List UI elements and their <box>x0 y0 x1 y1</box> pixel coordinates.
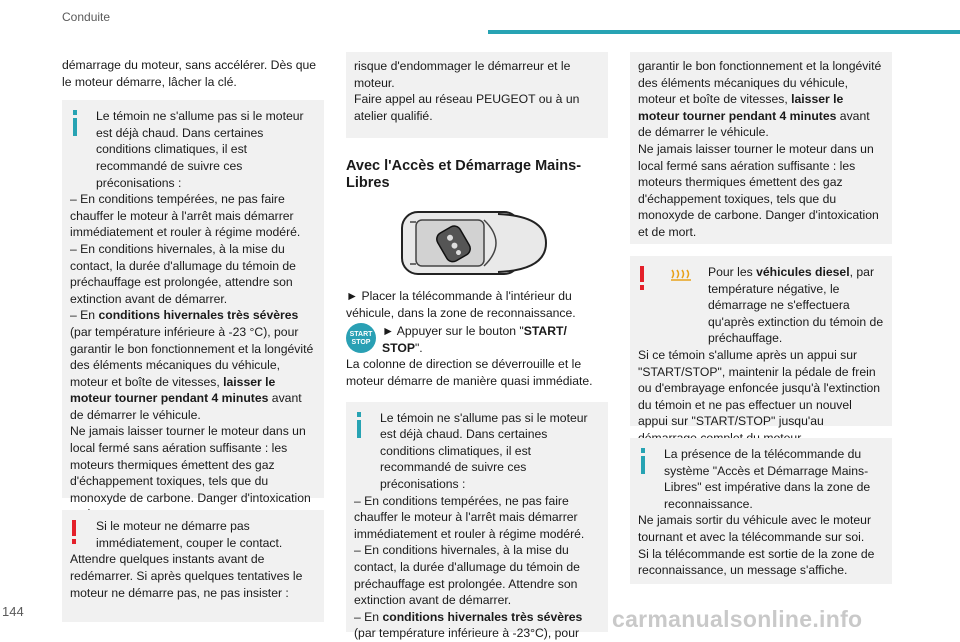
warning-icon <box>70 520 78 544</box>
warning-line: Si le moteur ne démarre pas immédiatement, couper le contact. <box>96 519 283 550</box>
diesel-closing: Si ce témoin s'allume après un appui sur "START/STOP", maintenir la pédale de frein ou d'embrayage enfoncée jusqu'à l'extinction du témoin et ne pas effectuer un nouvel appui sur "START/STOP" jusqu'au <box>638 347 881 429</box>
info-icon <box>352 412 366 438</box>
section-title: Avec l'Accès et Démarrage Mains-Libres <box>346 158 582 191</box>
info-severe: – En conditions hivernales très sévères (par température inférieure à -23°C), pour <box>354 609 583 641</box>
info-line: La présence de la télécommande du système "Accès et Démarrage Mains-Libres" est impérative dans la zone de reconnaissance. <box>664 447 871 511</box>
info-box-3 <box>630 438 892 584</box>
warning-line: risque d'endommager le démarreur et le moteur. <box>354 59 571 90</box>
info-closing: Ne jamais laisser tourner le moteur dans un local fermé sans aération suffisante : les moteurs thermiques émettent des gaz d'échappement toxiques, tels que du monoxyde de carbone. Danger d'intoxication <box>70 424 311 505</box>
step-press-start <box>346 323 608 356</box>
column-2 <box>346 52 608 641</box>
intro-paragraph: démarrage du moteur, sans accélérer. Dès que le moteur démarre, lâcher la clé. <box>62 58 317 89</box>
column-1 <box>62 57 324 622</box>
warning-box-1-continued <box>346 52 608 138</box>
step-place-keyfob: ► Placer la télécommande à l'intérieur du véhicule, dans la zone de reconnaissance. <box>346 289 576 320</box>
preheating-glow-plug-icon <box>670 268 692 282</box>
info-line: Le témoin ne s'allume pas si le moteur est déjà chaud. Dans certaines conditions climatiques, il est recommandé de suivre ces préconisations : <box>96 109 304 190</box>
page-number: 144 <box>2 604 24 619</box>
car-top-view-icon <box>398 208 550 278</box>
info-line: – En conditions tempérées, ne pas faire chauffer le moteur à l'arrêt mais démarrer immédiatement et rouler à régime modéré. <box>70 192 301 240</box>
info-closing: Ne jamais laisser tourner le moteur dans un local fermé sans aération suffisante : les moteurs thermiques émettent des gaz d'échappement toxiques, tels que du monoxyde de carbone. Danger d'intoxication et de mort. <box>638 141 879 239</box>
info-icon <box>636 448 650 474</box>
warning-box-1 <box>62 510 324 622</box>
info-severe: – En conditions hivernales très sévères (par température inférieure à -23 °C), pour garantir le bon fonctionnement et la longévité des éléments mécaniques du véhicule, moteur et boîte de vitesses, laisser le moteur tourner pendant 4 minutes avant de démarrer le véhicule. <box>70 308 314 422</box>
page-header-title: Conduite <box>62 10 111 24</box>
info-line: – En conditions tempérées, ne pas faire chauffer le moteur à l'arrêt mais démarrer immédiatement et rouler à régime modéré. <box>354 493 585 541</box>
warning-line: Attendre quelques instants avant de redémarrer. Si après quelques tentatives le moteur ne démarre pas, ne pas insister : <box>70 552 303 600</box>
header-accent-bar <box>488 30 960 34</box>
diesel-warning-box <box>630 256 892 429</box>
start-stop-button-icon: START STOP <box>346 323 376 353</box>
diesel-text: Pour les véhicules diesel, par température négative, le démarrage ne s'effectuera qu'après extinction du témoin de préchauffage. <box>708 265 884 346</box>
info-line: Ne jamais sortir du véhicule avec le moteur tournant et avec la télécommande sur soi. <box>638 513 872 544</box>
car-keyfob-illustration <box>398 208 550 278</box>
info-box-2-continued <box>630 52 892 244</box>
info-line: Si la télécommande est sortie de la zone de reconnaissance, un message s'affiche. <box>638 546 875 578</box>
info-box-2 <box>346 402 608 641</box>
info-box-1 <box>62 100 324 505</box>
info-line: – En conditions hivernales, à la mise du contact, la durée d'allumage du témoin de préchauffage est prolongée, attendre son extinction avant de démarrer. <box>70 241 296 306</box>
info-line: Le témoin ne s'allume pas si le moteur est déjà chaud. Dans certaines conditions climatiques, il est recommandé de suivre ces préconisations : <box>380 410 588 491</box>
info-cont: garantir le bon fonctionnement et la longévité des éléments mécaniques du véhicule, moteur et boîte de vitesses, laisser le moteur tourner pendant 4 minutes avant de démarrer le véhicule. <box>638 59 882 140</box>
info-icon <box>68 110 82 136</box>
step-press-start-text: ► Appuyer sur le bouton "START/ STOP". <box>382 324 567 355</box>
watermark: carmanualsonline.info <box>612 606 863 632</box>
warning-icon <box>638 266 646 290</box>
step-result: La colonne de direction se déverrouille et le moteur démarre de manière quasi immédiate. <box>346 357 593 388</box>
warning-line: Faire appel au réseau PEUGEOT ou à un atelier qualifié. <box>354 92 580 123</box>
column-3 <box>630 52 892 584</box>
info-line: – En conditions hivernales, à la mise du contact, la durée d'allumage du témoin de préchauffage est prolongée. Attendre son extinction avant de démarrer. <box>354 543 580 608</box>
